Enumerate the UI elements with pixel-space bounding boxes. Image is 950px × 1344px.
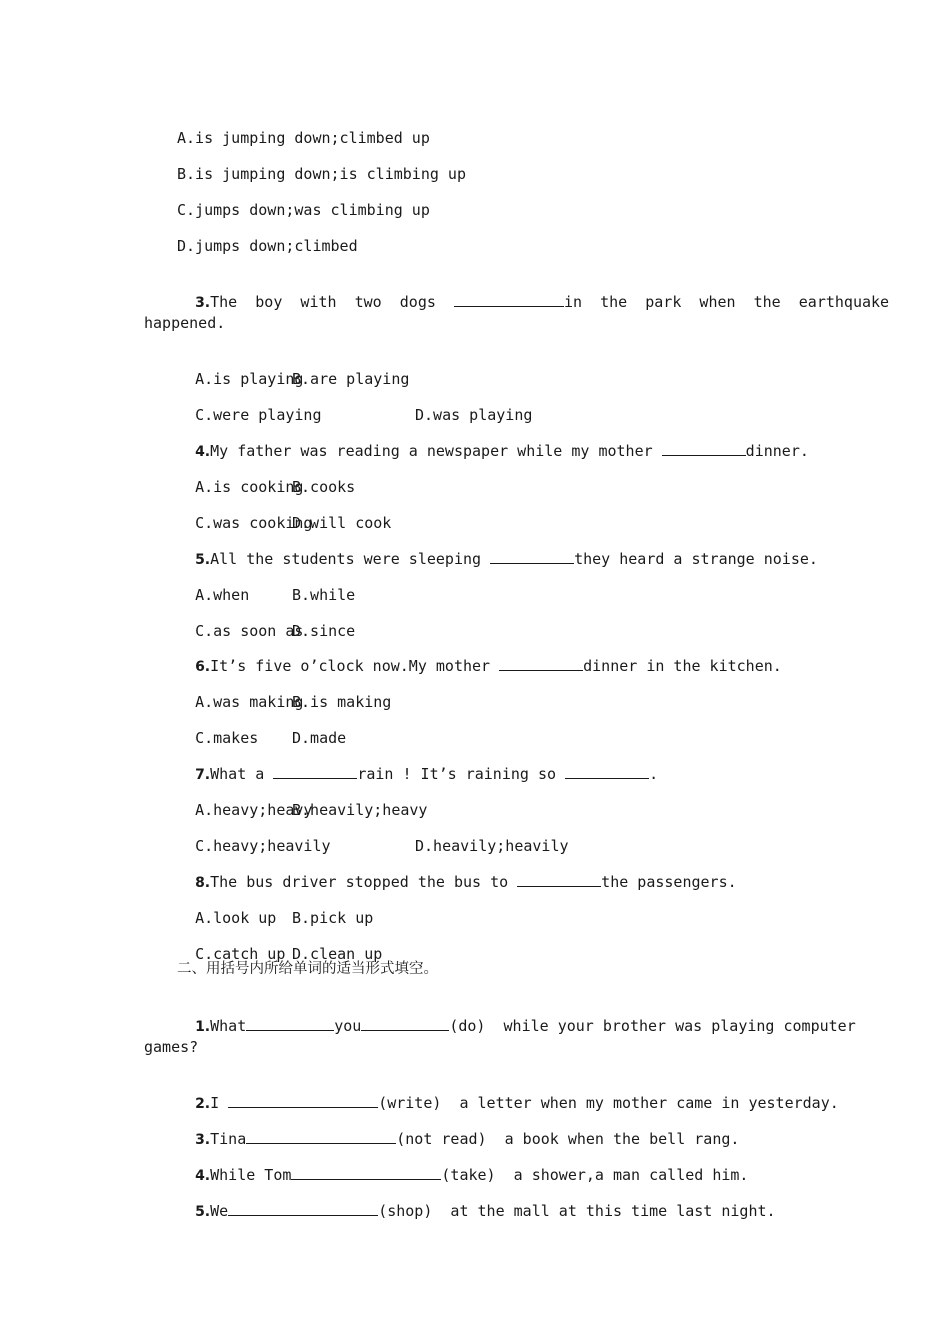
stem-text: the passengers. — [601, 873, 737, 891]
option-c: C.heavy;heavily — [195, 837, 331, 855]
question-number: 4. — [195, 1168, 211, 1184]
option-row — [177, 888, 374, 928]
stem-text: you — [334, 1017, 362, 1035]
stem-text: My father was reading a newspaper while my mother — [210, 442, 662, 460]
stem-text: they heard a strange noise. — [574, 550, 818, 568]
option-a: A.heavy;heavy — [195, 801, 313, 819]
stem-text: (do) while your brother was playing computer — [449, 1017, 856, 1035]
option-a: A.was making — [195, 693, 304, 711]
option-b: B.cooks — [292, 478, 356, 496]
option-row — [177, 349, 410, 389]
stem-text: While Tom — [210, 1166, 292, 1184]
stem-text: dinner. — [745, 442, 809, 460]
question-stem — [177, 272, 889, 313]
answer-blank — [246, 1016, 334, 1031]
stem-text: All the students were sleeping — [210, 550, 491, 568]
answer-blank — [228, 1093, 378, 1108]
stem-text: (take) a shower,a man called him. — [441, 1166, 749, 1184]
option-b: B.is making — [292, 693, 392, 711]
option-d: D.jumps down;climbed — [177, 237, 358, 255]
option-b: B.is jumping down;is climbing up — [177, 165, 466, 183]
option-row — [177, 816, 569, 856]
answer-blank — [361, 1016, 449, 1031]
stem-text: It’s five o’clock now.My mother — [210, 657, 500, 675]
question-stem — [177, 1145, 748, 1186]
option-row — [177, 493, 392, 533]
stem-text: (not read) a book when the bell rang. — [396, 1130, 740, 1148]
question-number: 1. — [195, 1019, 211, 1035]
question-stem — [177, 744, 658, 785]
stem-text: What a — [210, 765, 274, 783]
option-d: D.clean up — [292, 945, 383, 963]
question-number: 3. — [195, 295, 211, 311]
question-stem-continued: games? — [144, 1038, 199, 1056]
question-stem — [177, 636, 782, 677]
option-c: C.jumps down;was climbing up — [177, 201, 430, 219]
option-row — [177, 601, 356, 641]
question-number: 5. — [195, 552, 211, 568]
option-d: D.heavily;heavily — [415, 837, 569, 855]
option-d: D.made — [292, 729, 347, 747]
question-number: 6. — [195, 659, 211, 675]
stem-text: in the park when the earthquake — [563, 293, 890, 311]
option-c: C.makes — [195, 729, 259, 747]
question-number: 2. — [195, 1096, 211, 1112]
option-a: A.when — [195, 586, 250, 604]
question-number: 7. — [195, 767, 211, 783]
answer-blank — [565, 764, 649, 779]
stem-text: dinner in the kitchen. — [583, 657, 782, 675]
stem-text: We — [210, 1202, 229, 1220]
option-b: B.are playing — [292, 370, 410, 388]
option-c: C.was cooking — [195, 514, 313, 532]
answer-blank — [246, 1129, 396, 1144]
question-number: 5. — [195, 1204, 211, 1220]
stem-text: (shop) at the mall at this time last night. — [378, 1202, 776, 1220]
stem-text: What — [210, 1017, 247, 1035]
option-d: D.will cook — [292, 514, 392, 532]
question-stem — [177, 852, 737, 893]
question-stem — [177, 1181, 776, 1222]
option-b: B.heavily;heavy — [292, 801, 428, 819]
option-a: A.look up — [195, 909, 277, 927]
answer-blank — [291, 1165, 441, 1180]
answer-blank — [454, 292, 564, 307]
question-stem — [177, 996, 856, 1037]
answer-blank — [662, 441, 746, 456]
question-stem — [177, 421, 809, 462]
stem-text: . — [649, 765, 659, 783]
question-stem-continued: happened. — [144, 314, 226, 332]
option-row — [177, 385, 533, 425]
option-row — [177, 708, 347, 748]
option-a: A.is cooking — [195, 478, 304, 496]
stem-text: The bus driver stopped the bus to — [210, 873, 518, 891]
stem-text: I — [210, 1094, 229, 1112]
answer-blank — [228, 1201, 378, 1216]
question-stem — [177, 1109, 739, 1150]
option-row — [177, 565, 356, 605]
option-c: C.as soon as — [195, 622, 304, 640]
section-title: 二、用括号内所给单词的适当形式填空。 — [177, 961, 438, 977]
option-row — [177, 457, 356, 497]
question-number: 4. — [195, 444, 211, 460]
stem-text: rain ! It’s raining so — [357, 765, 566, 783]
option-d: D.was playing — [415, 406, 533, 424]
stem-text: The boy with two dogs — [210, 293, 454, 311]
option-c: C.catch up — [195, 945, 286, 963]
option-a: A.is playing — [195, 370, 304, 388]
question-number: 8. — [195, 875, 211, 891]
option-a: A.is jumping down;climbed up — [177, 129, 430, 147]
question-number: 3. — [195, 1132, 211, 1148]
option-b: B.pick up — [292, 909, 374, 927]
option-c: C.were playing — [195, 406, 322, 424]
question-stem — [177, 529, 818, 570]
stem-text: Tina — [210, 1130, 247, 1148]
answer-blank — [490, 549, 574, 564]
option-row — [177, 672, 392, 712]
answer-blank — [273, 764, 357, 779]
option-row — [177, 780, 428, 820]
question-stem — [177, 1073, 839, 1114]
option-row — [177, 924, 383, 964]
answer-blank — [499, 656, 583, 671]
stem-text: (write) a letter when my mother came in yesterday. — [378, 1094, 839, 1112]
option-b: B.while — [292, 586, 356, 604]
option-d: D.since — [292, 622, 356, 640]
answer-blank — [517, 872, 601, 887]
